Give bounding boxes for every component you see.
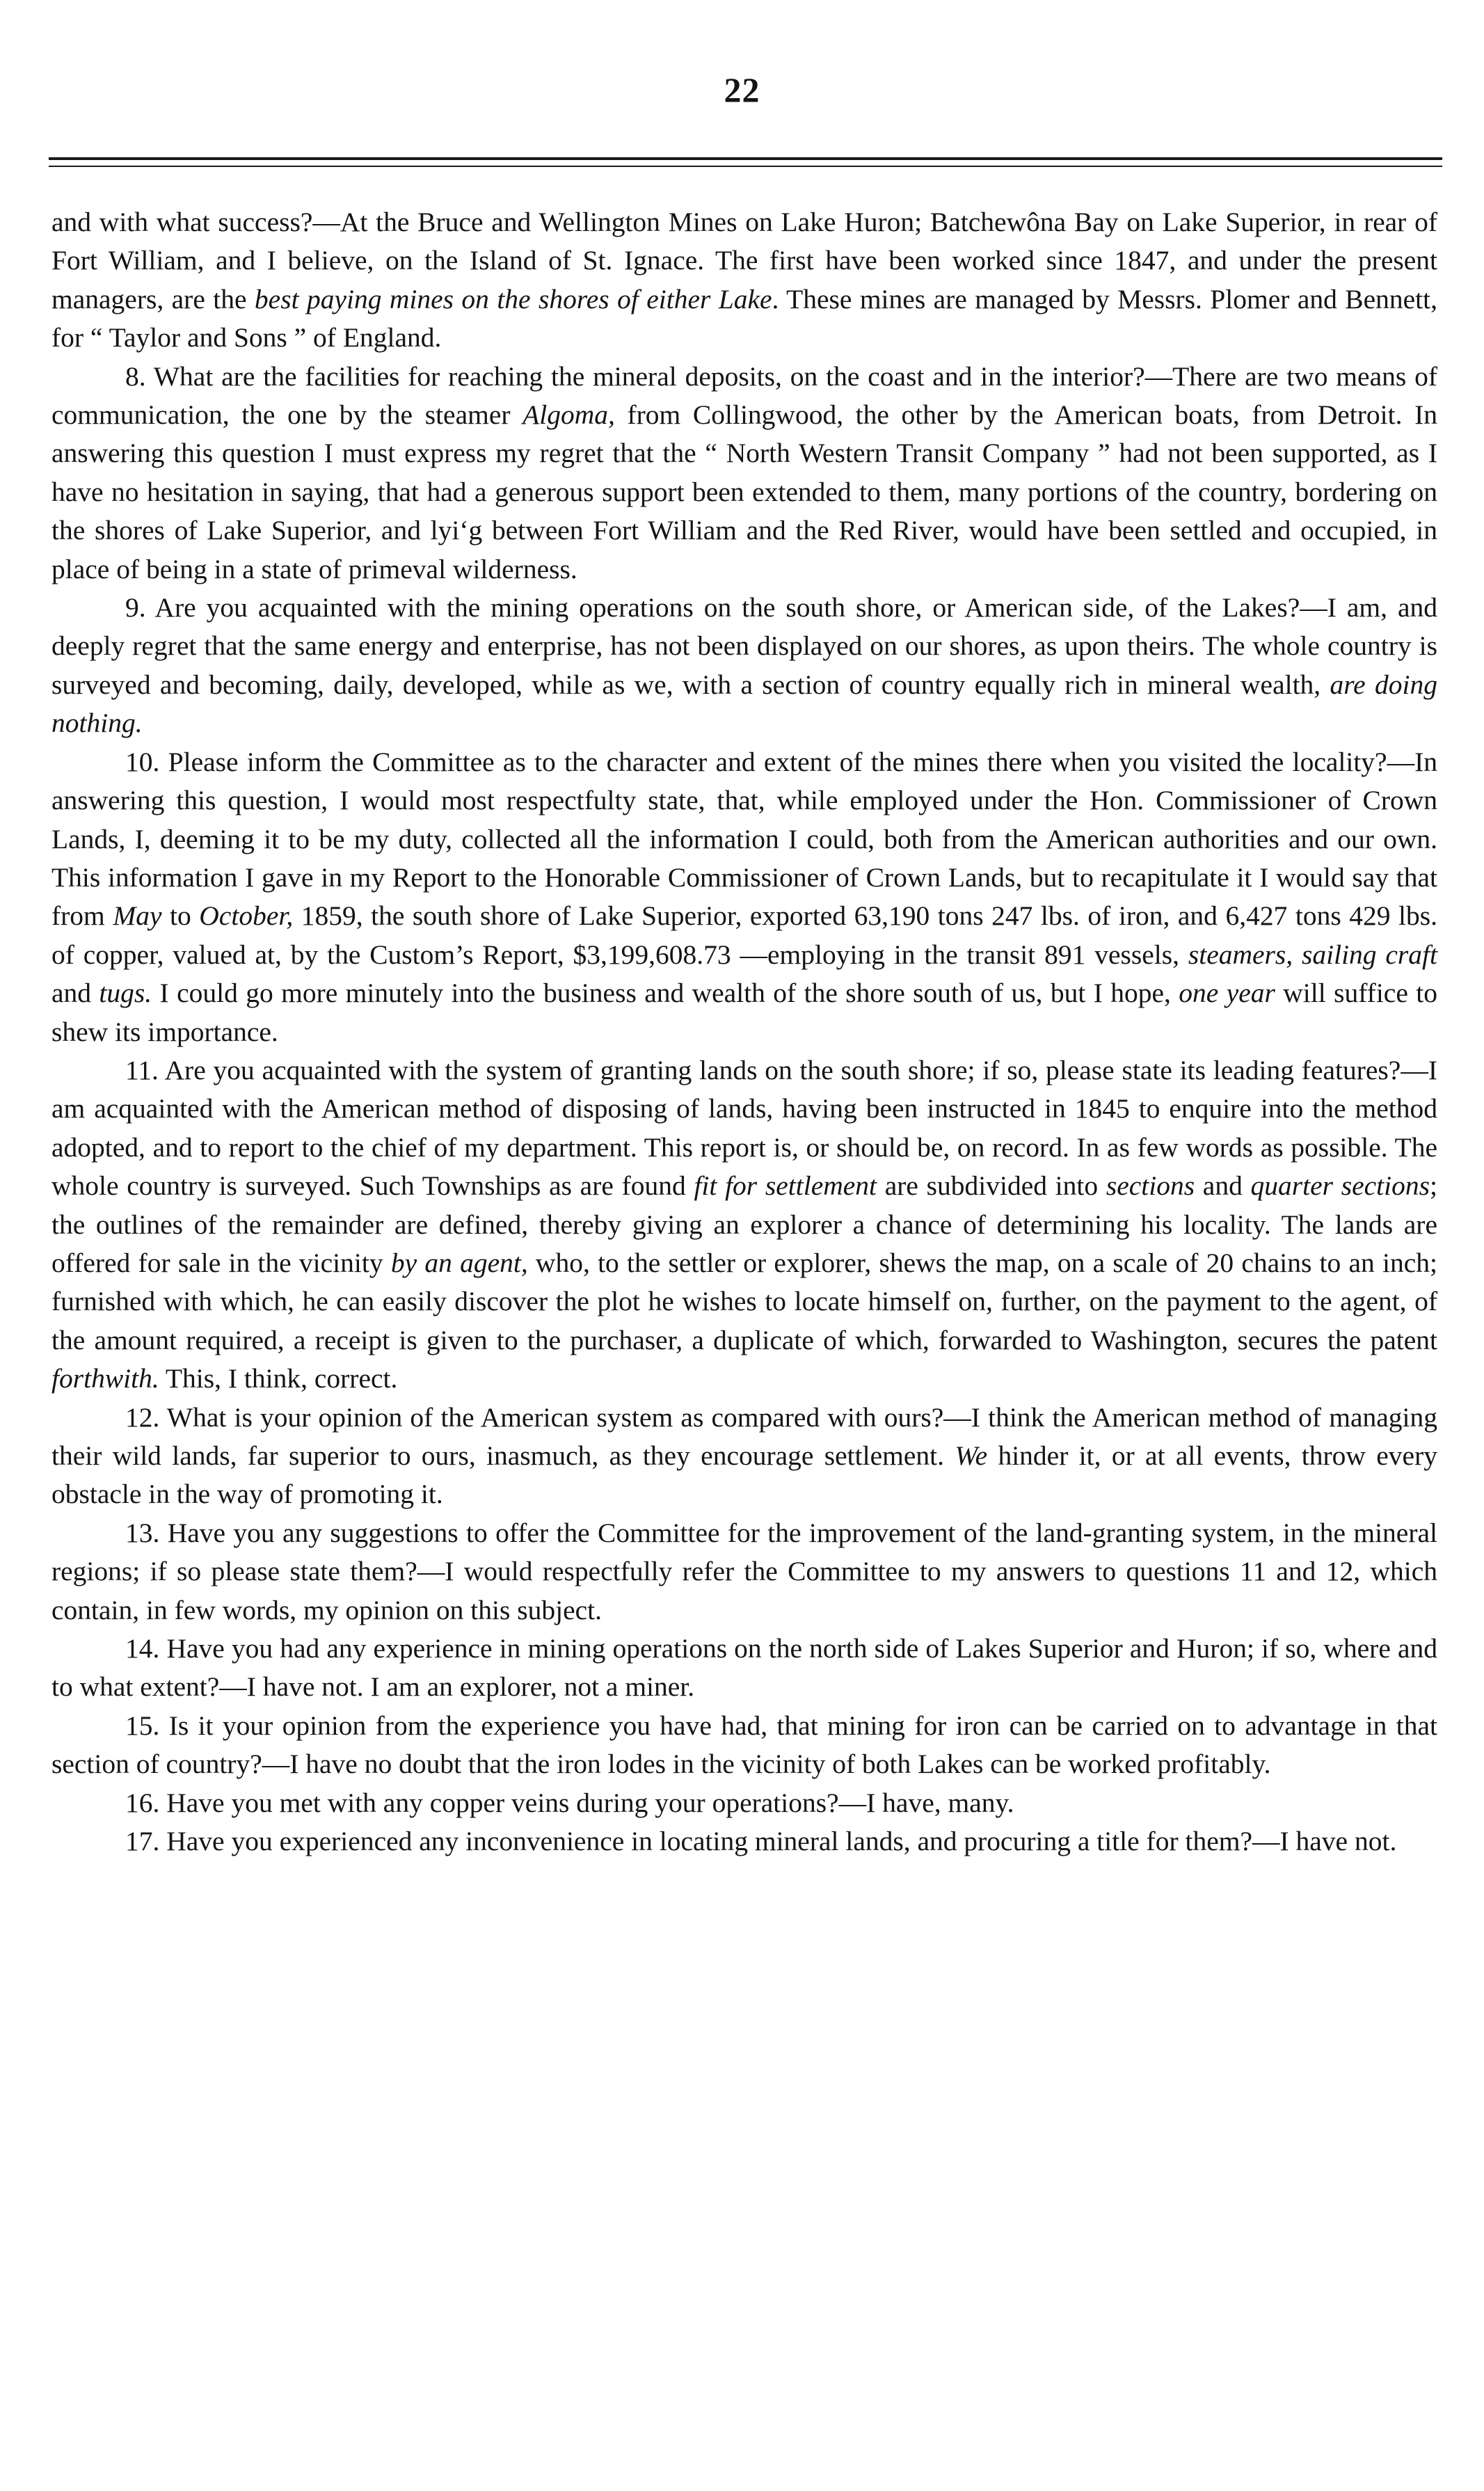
- header-rule-thin: [49, 166, 1442, 167]
- italic-text: tugs.: [99, 978, 152, 1009]
- question-paragraph: [51, 1399, 1437, 1514]
- text-run: are subdivided into: [877, 1170, 1106, 1202]
- continued-paragraph: [51, 203, 1437, 358]
- text-run: and: [1195, 1170, 1251, 1202]
- question-paragraph: [51, 1514, 1437, 1630]
- body-text: [51, 203, 1437, 1861]
- text-run: 13. Have you any suggestions to offer the Committee for the improvement of the land-granting system, in the mineral regions; if so please state them?—I would respectfully refer the Committee to my answers to questions 11 and 12, which contain, in few words, my opinion on this subject.: [51, 1517, 1437, 1625]
- text-run: to: [161, 900, 200, 932]
- question-paragraph: [51, 1707, 1437, 1784]
- italic-text: We: [955, 1440, 988, 1471]
- text-run: 9. Are you acquainted with the mining operations on the south shore, or American side, of the Lakes?—I am, and deeply regret that the same energy and enterprise, has not been displayed on our shores, as upon theirs. The whole country is surveyed and becoming, daily, developed, while as we, with a section of country equally rich in mineral wealth,: [51, 592, 1437, 700]
- italic-text: one year: [1179, 978, 1275, 1009]
- italic-text: quarter sections: [1250, 1170, 1430, 1202]
- text-run: ; the outlines of the remainder are defined, thereby giving an explorer a chance of determining his locality. The lands are offered for sale in the vicinity: [51, 1170, 1437, 1278]
- italic-text: May: [113, 900, 162, 932]
- question-paragraph: [51, 1822, 1437, 1861]
- text-run: I could go more minutely into the business and wealth of the shore south of us, but I hope,: [152, 978, 1179, 1009]
- italic-text: October,: [199, 900, 294, 932]
- text-run: 16. Have you met with any copper veins during your operations?—I have, many.: [125, 1787, 1014, 1818]
- question-paragraph: [51, 743, 1437, 1051]
- text-run: 15. Is it your opinion from the experience you have had, that mining for iron can be carried on to advantage in that section of country?—I have no doubt that the iron lodes in the vicinity of both Lakes can be worked profitably.: [51, 1710, 1437, 1780]
- italic-text: by an agent,: [390, 1247, 528, 1278]
- italic-text: best paying mines on the shores of either Lake: [254, 283, 772, 315]
- italic-text: steamers, sailing craft: [1188, 939, 1437, 970]
- page-number: 22: [724, 70, 760, 109]
- question-paragraph: [51, 589, 1437, 743]
- text-run: who, to the settler or explorer, shews the map, on a scale of 20 chains to an inch; furnished with which, he can easily discover the plot he wishes to locate himself on, further, on the payment to the agent, of the amount required, a receipt is given to the purchaser, a duplicate of which, forwarded to Washington, secures the patent: [51, 1247, 1437, 1355]
- text-run: and with what success?—At the Bruce and Wellington Mines on Lake Huron; Batchewôna Bay on Lake Superior, in rear of Fort William, and I believe, on the Island of St. Ignace. The first have been worked since 1847, and under the present managers, are the: [51, 207, 1437, 315]
- text-run: hinder it, or at all events, throw every obstacle in the way of promoting it.: [51, 1440, 1437, 1510]
- header-rule-thick: [49, 157, 1442, 160]
- text-run: will suffice to shew its importance.: [51, 978, 1437, 1047]
- question-paragraph: [51, 1051, 1437, 1399]
- text-run: 12. What is your opinion of the American system as compared with ours?—I think the American method of managing their wild lands, far superior to ours, inasmuch, as they encourage settlement.: [51, 1401, 1437, 1471]
- text-run: 1859, the south shore of Lake Superior, exported 63,190 tons 247 lbs. of iron, and 6,427 tons 429 lbs. of copper, valued at, by the Custom’s Report, $3,199,608.73 —employing in the transit 891 vessels,: [51, 900, 1437, 970]
- italic-text: are doing nothing.: [51, 669, 1437, 739]
- text-run: . These mines are managed by Messrs. Plomer and Bennett, for “ Taylor and Sons ” of England.: [51, 283, 1437, 353]
- text-run: 10. Please inform the Committee as to the character and extent of the mines there when you visited the locality?—In answering this question, I would most respectfulty state, that, while employed under the Hon. Commissioner of Crown Lands, I, deeming it to be my duty, collected all the information I could, both from the American authorities and our own. This information I gave in my Report to the Honorable Commissioner of Crown Lands, but to recapitulate it I would say that from: [51, 746, 1437, 932]
- text-run: and: [51, 978, 99, 1009]
- italic-text: fit for settlement: [694, 1170, 877, 1202]
- text-run: from Collingwood, the other by the American boats, from Detroit. In answering this question I must express my regret that the “ North Western Transit Company ” had not been supported, as I have no hesitation in saying, that had a generous support been extended to them, many portions of the country, bordering on the shores of Lake Superior, and lyiʻg between Fort William and the Red River, would have been settled and occupied, in place of being in a state of primeval wilderness.: [51, 399, 1437, 584]
- italic-text: forthwith.: [51, 1363, 159, 1394]
- text-run: 14. Have you had any experience in mining operations on the north side of Lakes Superior and Huron; if so, where and to what extent?—I have not. I am an explorer, not a miner.: [51, 1633, 1437, 1703]
- question-paragraph: [51, 1630, 1437, 1707]
- italic-text: sections: [1106, 1170, 1195, 1202]
- text-run: This, I think, correct.: [159, 1363, 398, 1394]
- question-paragraph: [51, 1784, 1437, 1822]
- text-run: 17. Have you experienced any inconvenience in locating mineral lands, and procuring a title for them?—I have not.: [125, 1826, 1397, 1857]
- italic-text: Algoma,: [522, 399, 615, 431]
- question-paragraph: [51, 358, 1437, 589]
- text-run: 8. What are the facilities for reaching the mineral deposits, on the coast and in the interior?—There are two means of communication, the one by the steamer: [51, 360, 1437, 431]
- text-run: 11. Are you acquainted with the system of granting lands on the south shore; if so, please state its leading features?—I am acquainted with the American method of disposing of lands, having been instructed in 1845 to enquire into the method adopted, and to report to the chief of my department. This report is, or should be, on record. In as few words as possible. The whole country is surveyed. Such Townships as are found: [51, 1054, 1437, 1202]
